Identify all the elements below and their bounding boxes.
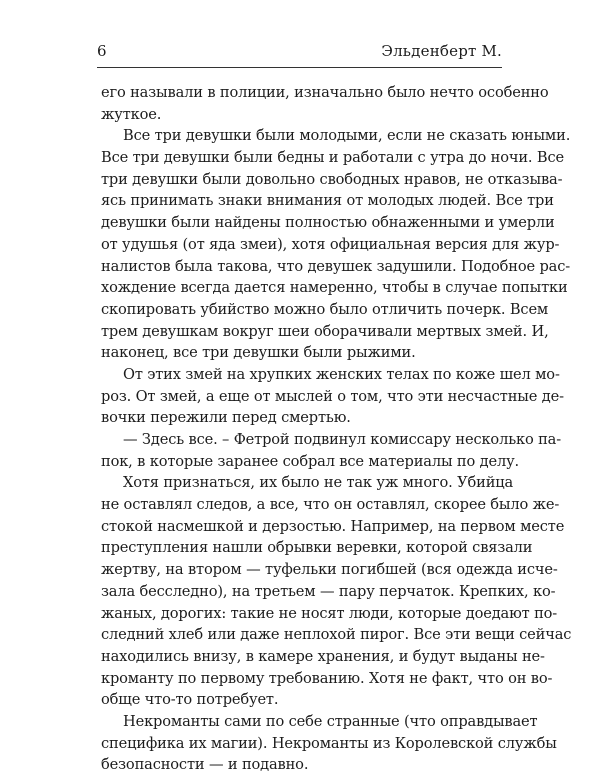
text-line: безопасности — и подавно. bbox=[101, 756, 309, 774]
text-line: его называли в полиции, изначально было нечто особенно bbox=[101, 84, 549, 101]
text-line: пок, в которые заранее собрал все материалы по делу. bbox=[101, 452, 519, 470]
text-line: вочки пережили перед смертью. bbox=[101, 409, 351, 427]
text-line: наконец, все три девушки были рыжими. bbox=[101, 344, 416, 362]
text-line: девушки были найдены полностью обнаженными и умерли bbox=[101, 214, 555, 232]
text-line: Хотя признаться, их было не так уж много. Убийца bbox=[123, 474, 514, 492]
text-line: жуткое. bbox=[101, 105, 162, 123]
text-line: находились внизу, в камере хранения, и будут выданы не- bbox=[101, 647, 545, 665]
text-line: налистов была такова, что девушек задушили. Подобное рас- bbox=[101, 257, 570, 275]
text-line: преступления нашли обрывки веревки, которой связали bbox=[101, 539, 533, 557]
text-line: Некроманты сами по себе странные (что оправдывает bbox=[123, 712, 538, 730]
text-line: кроманту по первому требованию. Хотя не факт, что он во- bbox=[101, 669, 553, 687]
text-line: три девушки были довольно свободных нравов, не отказыва- bbox=[101, 170, 563, 188]
text-line: Все три девушки были молодыми, если не сказать юными. bbox=[123, 127, 571, 145]
body-text bbox=[101, 82, 572, 776]
text-line: специфика их магии). Некроманты из Королевской службы bbox=[101, 734, 557, 752]
text-line: скопировать убийство можно было отличить почерк. Всем bbox=[101, 300, 549, 318]
text-line: — Здесь все. – Фетрой подвинул комиссару несколько па- bbox=[123, 431, 561, 448]
text-line: хождение всегда дается намеренно, чтобы в случае попытки bbox=[101, 279, 568, 297]
text-line: стокой насмешкой и дерзостью. Например, на первом месте bbox=[101, 517, 565, 535]
text-line: от удушья (от яда змеи), хотя официальная версия для жур- bbox=[101, 235, 560, 253]
text-line: не оставлял следов, а все, что он оставлял, скорее было же- bbox=[101, 496, 560, 514]
text-line: зала бесследно), на третьем — пару перчаток. Крепких, ко- bbox=[101, 582, 556, 600]
running-head bbox=[97, 40, 502, 62]
text-line: жертву, на втором — туфельки погибшей (вся одежда исче- bbox=[101, 561, 558, 579]
text-line: обще что-то потребует. bbox=[101, 691, 279, 709]
page-number: 6 bbox=[97, 42, 107, 60]
text-line: Все три девушки были бедны и работали с утра до ночи. Все bbox=[101, 149, 564, 167]
running-head-author: Эльденберт М. bbox=[381, 42, 502, 60]
text-line: жаных, дорогих: такие не носят люди, которые доедают по- bbox=[101, 604, 558, 622]
text-line: От этих змей на хрупких женских телах по коже шел мо- bbox=[123, 365, 560, 383]
text-line: ясь принимать знаки внимания от молодых людей. Все три bbox=[101, 192, 554, 210]
header-rule bbox=[97, 67, 502, 68]
text-line: следний хлеб или даже неплохой пирог. Все эти вещи сейчас bbox=[101, 626, 572, 644]
text-line: трем девушкам вокруг шеи оборачивали мертвых змей. И, bbox=[101, 322, 549, 340]
text-line: роз. От змей, а еще от мыслей о том, что эти несчастные де- bbox=[101, 387, 564, 405]
